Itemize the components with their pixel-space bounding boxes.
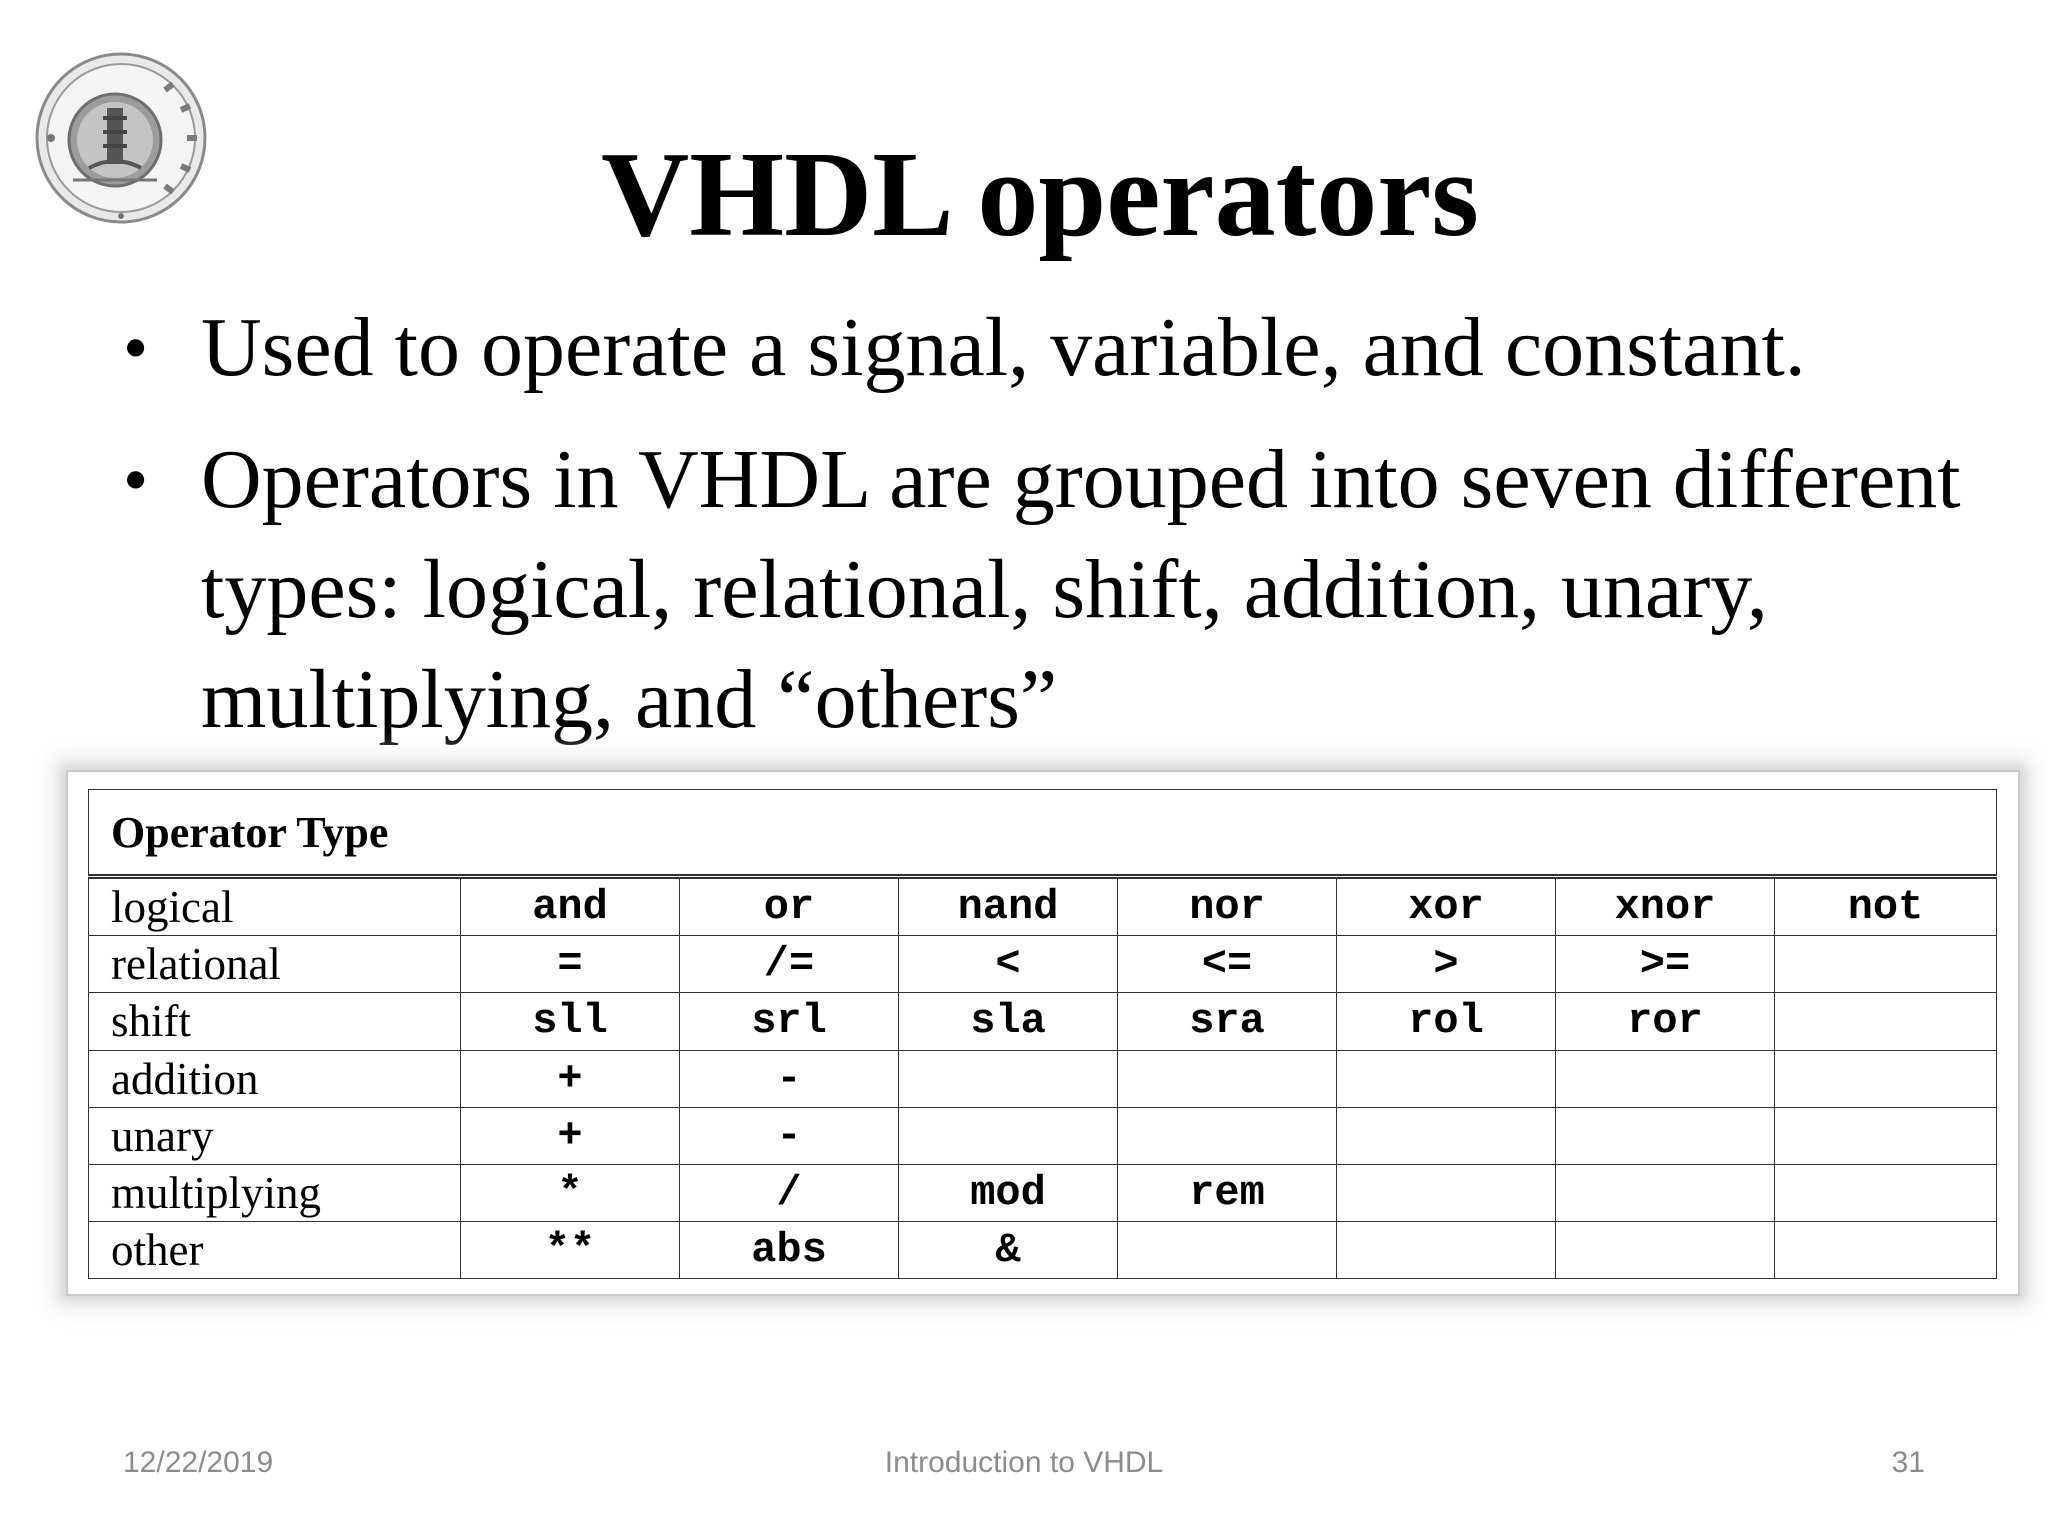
- operator-table: [88, 789, 1997, 1279]
- operator-cell: not: [1775, 877, 1997, 936]
- operator-cell: sla: [899, 993, 1118, 1050]
- operator-cell: ror: [1556, 993, 1775, 1050]
- operator-cell: <: [899, 936, 1118, 993]
- slide-title: VHDL operators: [601, 127, 1479, 262]
- operator-cell: [1775, 1107, 1997, 1164]
- operator-cell: [1337, 1221, 1556, 1278]
- operator-cell: -: [680, 1050, 899, 1107]
- bullet-list: [120, 293, 2020, 755]
- operator-cell: or: [680, 877, 899, 936]
- operator-cell: [1556, 1107, 1775, 1164]
- operator-cell: [1775, 1221, 1997, 1278]
- operator-cell: [1556, 1050, 1775, 1107]
- operator-cell: [1775, 1050, 1997, 1107]
- bullet-text: Operators in VHDL are grouped into seven different types: logical, relational, shift, addition, unary, multiplying, and “others”: [201, 433, 1961, 746]
- operator-cell: [1337, 1164, 1556, 1221]
- operator-cell: *: [461, 1164, 680, 1221]
- operator-cell: **: [461, 1221, 680, 1278]
- operator-cell: =: [461, 936, 680, 993]
- bullet-dot-icon: •: [123, 440, 149, 520]
- operator-cell: [1775, 993, 1997, 1050]
- operator-cell: [1556, 1221, 1775, 1278]
- operator-cell: [1337, 1107, 1556, 1164]
- table-row: [89, 1050, 1997, 1107]
- operator-type-cell: shift: [89, 993, 461, 1050]
- operator-cell: mod: [899, 1164, 1118, 1221]
- operator-type-cell: other: [89, 1221, 461, 1278]
- table-row: [89, 877, 1997, 936]
- operator-type-cell: logical: [89, 877, 461, 936]
- operator-type-cell: addition: [89, 1050, 461, 1107]
- operator-cell: and: [461, 877, 680, 936]
- operator-cell: abs: [680, 1221, 899, 1278]
- table-row: [89, 1164, 1997, 1221]
- operator-cell: [1556, 1164, 1775, 1221]
- operator-cell: [899, 1050, 1118, 1107]
- operator-cell: nor: [1118, 877, 1337, 936]
- operator-cell: &: [899, 1221, 1118, 1278]
- operator-cell: sll: [461, 993, 680, 1050]
- slide-number: 31: [1891, 1446, 1925, 1479]
- operator-cell: [1118, 1107, 1337, 1164]
- table-header-cell: Operator Type: [89, 790, 1997, 877]
- operator-cell: /=: [680, 936, 899, 993]
- operator-cell: rol: [1337, 993, 1556, 1050]
- operator-cell: xor: [1337, 877, 1556, 936]
- operator-type-cell: relational: [89, 936, 461, 993]
- bullet-item: [120, 293, 2020, 403]
- operator-table-frame: [66, 770, 2020, 1296]
- operator-cell: +: [461, 1050, 680, 1107]
- table-row: [89, 993, 1997, 1050]
- operator-cell: [1775, 936, 1997, 993]
- operator-cell: sra: [1118, 993, 1337, 1050]
- table-header-row: [89, 790, 1997, 877]
- operator-cell: [1118, 1050, 1337, 1107]
- bullet-item: [120, 425, 2020, 755]
- operator-cell: >=: [1556, 936, 1775, 993]
- footer-title: Introduction to VHDL: [884, 1446, 1164, 1479]
- operator-cell: xnor: [1556, 877, 1775, 936]
- operator-cell: [899, 1107, 1118, 1164]
- footer-date: 12/22/2019: [123, 1446, 274, 1479]
- bullet-dot-icon: •: [123, 308, 149, 388]
- table-row: [89, 1107, 1997, 1164]
- operator-type-cell: multiplying: [89, 1164, 461, 1221]
- operator-cell: <=: [1118, 936, 1337, 993]
- operator-cell: rem: [1118, 1164, 1337, 1221]
- bullet-text: Used to operate a signal, variable, and constant.: [201, 301, 1806, 394]
- operator-cell: [1337, 1050, 1556, 1107]
- operator-cell: >: [1337, 936, 1556, 993]
- operator-cell: /: [680, 1164, 899, 1221]
- table-row: [89, 936, 1997, 993]
- operator-cell: -: [680, 1107, 899, 1164]
- operator-cell: nand: [899, 877, 1118, 936]
- operator-cell: [1118, 1221, 1337, 1278]
- operator-type-cell: unary: [89, 1107, 461, 1164]
- operator-cell: [1775, 1164, 1997, 1221]
- operator-cell: +: [461, 1107, 680, 1164]
- table-row: [89, 1221, 1997, 1278]
- operator-cell: srl: [680, 993, 899, 1050]
